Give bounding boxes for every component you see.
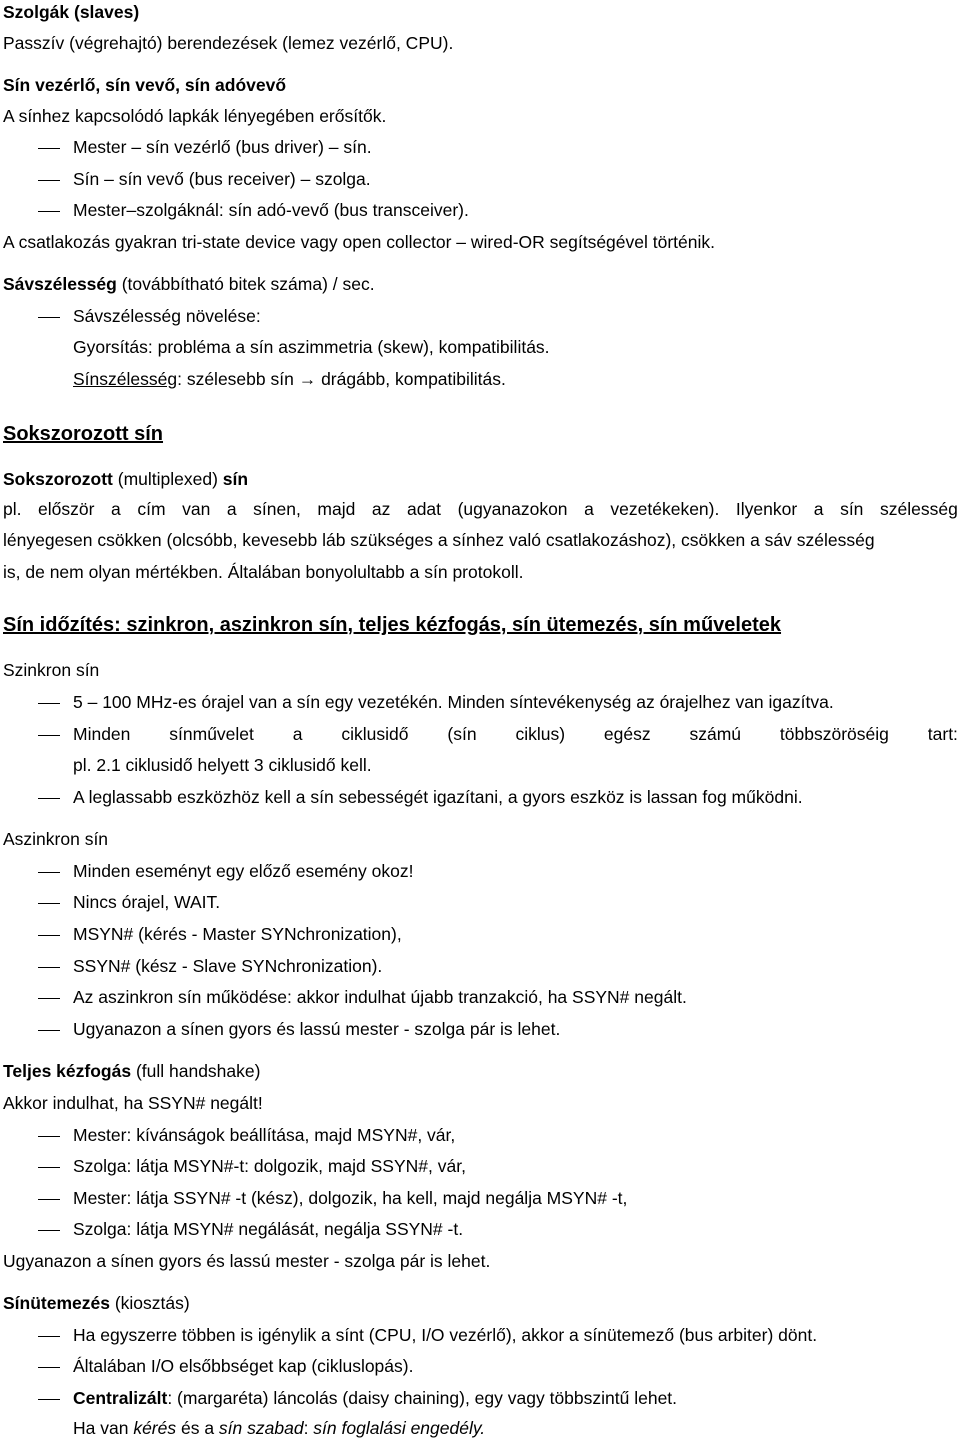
term-sin: sín bbox=[222, 469, 249, 489]
term-sinszelesseg: Sínszélesség bbox=[73, 369, 178, 389]
text-span: és a bbox=[176, 1418, 219, 1438]
word: a bbox=[226, 499, 237, 519]
subheading-teljes-kezfogas bbox=[3, 1060, 260, 1082]
word: a bbox=[813, 499, 824, 519]
term-sin-foglalasi-engedely: sín foglalási engedély. bbox=[313, 1418, 486, 1438]
list-dash bbox=[38, 1030, 60, 1031]
word: (ugyanazokon bbox=[457, 499, 568, 519]
word: vezetékeken). bbox=[610, 499, 720, 519]
list-item: Mester – sín vezérlő (bus driver) – sín. bbox=[73, 137, 372, 157]
list-item: 5 – 100 MHz-es órajel van a sín egy vezetékén. Minden síntevékenység az órajelhez van igazítva. bbox=[73, 692, 834, 712]
subheading-szinkron-sin: Szinkron sín bbox=[3, 660, 100, 680]
list-item-continued bbox=[73, 368, 506, 390]
heading-sin-idozites: Sín időzítés: szinkron, aszinkron sín, teljes kézfogás, sín ütemezés, sín műveletek bbox=[3, 614, 782, 636]
list-item: Az aszinkron sín működése: akkor indulhat újabb tranzakció, ha SSYN# negált. bbox=[73, 987, 687, 1007]
subheading-sinutemezes bbox=[3, 1292, 190, 1314]
list-item-justified bbox=[73, 723, 958, 745]
text-line-savszelesseg bbox=[3, 273, 375, 295]
arrow-right-icon: → bbox=[298, 369, 317, 389]
list-item: Nincs órajel, WAIT. bbox=[73, 892, 221, 912]
list-dash bbox=[38, 1199, 60, 1200]
word: először bbox=[38, 499, 95, 519]
list-item: Szolga: látja MSYN#-t: dolgozik, majd SSYN#, vár, bbox=[73, 1156, 466, 1176]
word: ciklusidő bbox=[341, 724, 409, 744]
list-item: Ha egyszerre többen is igénylik a sínt (CPU, I/O vezérlő), akkor a sínütemező (bus arbiter) dönt. bbox=[73, 1325, 818, 1345]
list-item: Szolga: látja MSYN# negálását, negálja SSYN# -t. bbox=[73, 1219, 464, 1239]
paragraph-line: lényegesen csökken (olcsóbb, kevesebb láb szükséges a sínhez való csatlakozáshoz), csökken a sáv szélesség bbox=[3, 530, 875, 550]
word: sínművelet bbox=[169, 724, 254, 744]
term-savszelesseg: Sávszélesség bbox=[3, 274, 117, 294]
list-item-continued: pl. 2.1 ciklusidő helyett 3 ciklusidő kell. bbox=[73, 755, 372, 775]
subheading-multiplexed bbox=[3, 468, 248, 490]
list-dash bbox=[38, 317, 60, 318]
text-line: Akkor indulhat, ha SSYN# negált! bbox=[3, 1093, 263, 1113]
list-dash bbox=[38, 211, 60, 212]
text-line: Ugyanazon a sínen gyors és lassú mester - szolga pár is lehet. bbox=[3, 1251, 491, 1271]
list-item: Minden eseményt egy előző esemény okoz! bbox=[73, 861, 414, 881]
word: pl. bbox=[3, 499, 22, 519]
word: adat bbox=[406, 499, 442, 519]
paragraph-line-justified bbox=[3, 498, 958, 520]
heading-sokszorozott-sin: Sokszorozott sín bbox=[3, 423, 164, 445]
list-dash bbox=[38, 872, 60, 873]
list-dash bbox=[38, 148, 60, 149]
heading-szolgak: Szolgák (slaves) bbox=[3, 2, 140, 22]
heading-sin-vezerlo: Sín vezérlő, sín vevő, sín adóvevő bbox=[3, 75, 287, 95]
term-teljes-kezfogas: Teljes kézfogás bbox=[3, 1061, 132, 1081]
list-dash bbox=[38, 1230, 60, 1231]
word: többszöröséig bbox=[779, 724, 889, 744]
word: (sín bbox=[447, 724, 477, 744]
list-item: Mester: látja SSYN# -t (kész), dolgozik, ha kell, majd negálja MSYN# -t, bbox=[73, 1188, 628, 1208]
word: cím bbox=[137, 499, 166, 519]
list-item: Általában I/O elsőbbséget kap (cikluslopás). bbox=[73, 1356, 414, 1376]
list-dash bbox=[38, 1399, 60, 1400]
paragraph-line: is, de nem olyan mértékben. Általában bonyolultabb a sín protokoll. bbox=[3, 562, 524, 582]
list-item: Mester: kívánságok beállítása, majd MSYN#, vár, bbox=[73, 1125, 456, 1145]
text-span: (továbbítható bitek száma) / sec. bbox=[116, 274, 375, 294]
word: Ilyenkor bbox=[735, 499, 798, 519]
list-item: Sín – sín vevő (bus receiver) – szolga. bbox=[73, 169, 371, 189]
list-item: Mester–szolgáknál: sín adó-vevő (bus transceiver). bbox=[73, 200, 469, 220]
term-sin-szabad: sín szabad bbox=[218, 1418, 304, 1438]
text-span: : szélesebb sín bbox=[177, 369, 299, 389]
term-sokszorozott: Sokszorozott bbox=[3, 469, 113, 489]
text-span: : (margaréta) láncolás (daisy chaining), egy vagy többszintű lehet. bbox=[167, 1388, 678, 1408]
list-item-continued: Gyorsítás: probléma a sín aszimmetria (skew), kompatibilitás. bbox=[73, 337, 550, 357]
word: ciklus) bbox=[515, 724, 566, 744]
list-dash bbox=[38, 967, 60, 968]
text-span: drágább, kompatibilitás. bbox=[316, 369, 506, 389]
text-line: Passzív (végrehajtó) berendezések (lemez vezérlő, CPU). bbox=[3, 33, 454, 53]
list-dash bbox=[38, 1167, 60, 1168]
term-sinutemezes: Sínütemezés bbox=[3, 1293, 110, 1313]
list-dash bbox=[38, 903, 60, 904]
word: számú bbox=[689, 724, 742, 744]
word: a bbox=[292, 724, 303, 744]
text-span: : bbox=[303, 1418, 314, 1438]
list-dash bbox=[38, 798, 60, 799]
text-span: (kiosztás) bbox=[109, 1293, 190, 1313]
text-span: (multiplexed) bbox=[112, 469, 223, 489]
list-dash bbox=[38, 935, 60, 936]
list-dash bbox=[38, 998, 60, 999]
word: van bbox=[182, 499, 211, 519]
list-dash bbox=[38, 1367, 60, 1368]
text-span: Ha van bbox=[73, 1418, 134, 1438]
term-centralizalt: Centralizált bbox=[73, 1388, 168, 1408]
subheading-aszinkron-sin: Aszinkron sín bbox=[3, 829, 109, 849]
list-item-continued bbox=[73, 1417, 485, 1439]
list-dash bbox=[38, 1136, 60, 1137]
list-item: A leglassabb eszközhöz kell a sín sebességét igazítani, a gyors eszköz is lassan fog működni. bbox=[73, 787, 803, 807]
list-item: SSYN# (kész - Slave SYNchronization). bbox=[73, 956, 383, 976]
word: majd bbox=[317, 499, 356, 519]
list-dash bbox=[38, 180, 60, 181]
word: sín bbox=[840, 499, 864, 519]
list-item: MSYN# (kérés - Master SYNchronization), bbox=[73, 924, 402, 944]
word: a bbox=[584, 499, 594, 519]
word: szélesség bbox=[879, 499, 958, 519]
word: a bbox=[111, 499, 121, 519]
term-keres: kérés bbox=[133, 1418, 177, 1438]
list-item bbox=[73, 1387, 677, 1409]
word: Minden bbox=[73, 724, 131, 744]
list-item: Ugyanazon a sínen gyors és lassú mester - szolga pár is lehet. bbox=[73, 1019, 561, 1039]
list-dash bbox=[38, 735, 60, 736]
word: sínen, bbox=[253, 499, 301, 519]
text-line: A csatlakozás gyakran tri-state device vagy open collector – wired-OR segítségével történik. bbox=[3, 232, 716, 252]
word: tart: bbox=[927, 724, 958, 744]
list-item: Sávszélesség növelése: bbox=[73, 306, 261, 326]
list-dash bbox=[38, 703, 60, 704]
word: az bbox=[371, 499, 391, 519]
word: egész bbox=[603, 724, 651, 744]
list-dash bbox=[38, 1336, 60, 1337]
text-span: (full handshake) bbox=[131, 1061, 261, 1081]
text-line: A sínhez kapcsolódó lapkák lényegében erősítők. bbox=[3, 106, 387, 126]
